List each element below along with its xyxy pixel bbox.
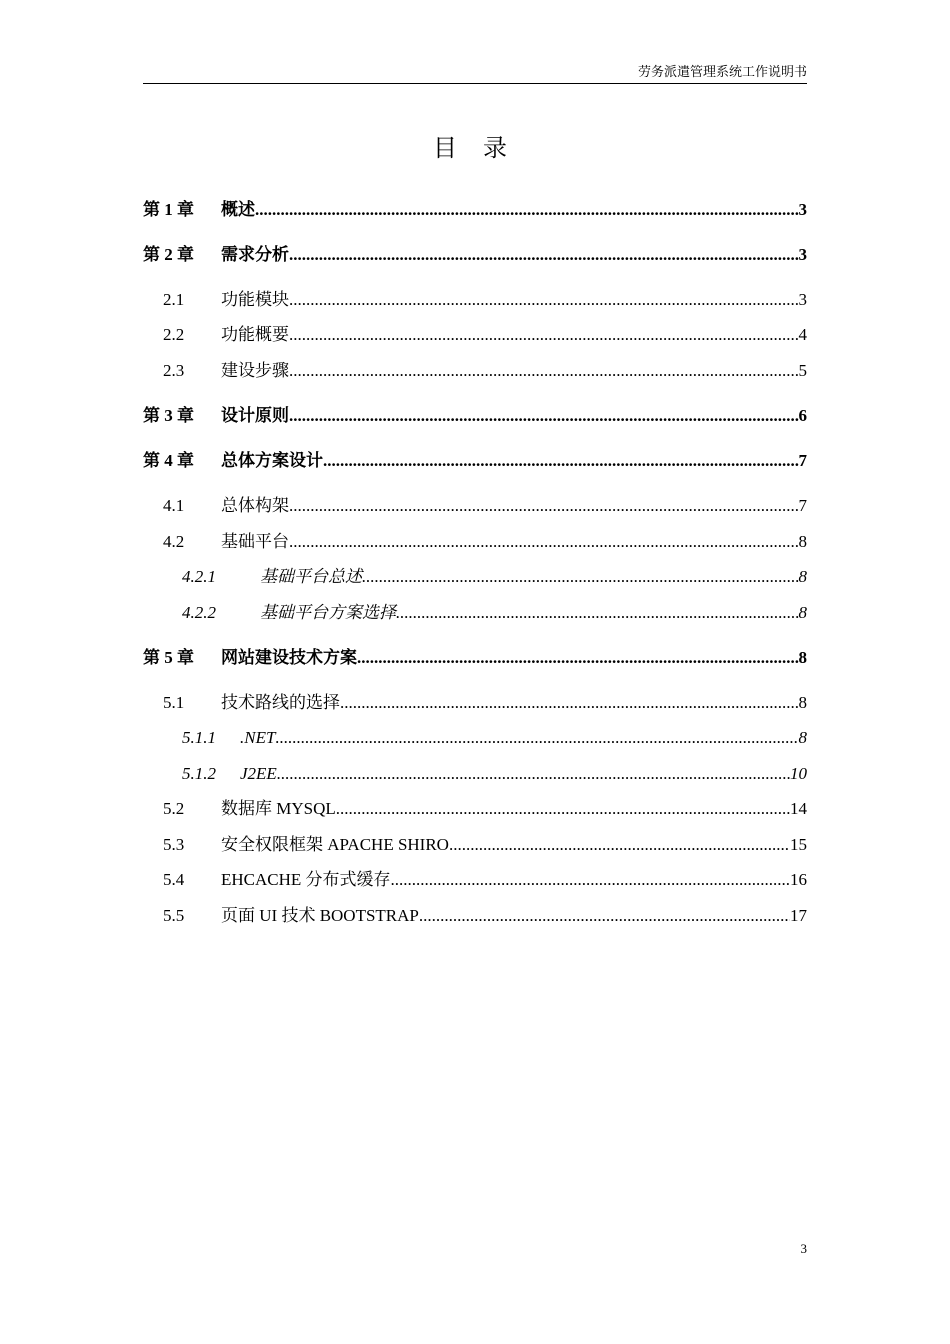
page-number: 3 [800, 1241, 807, 1256]
toc-entry-page: 15 [790, 835, 807, 854]
toc-entry-title: EHCACHE 分布式缓存 [221, 870, 391, 889]
toc-entry-title: 页面 UI 技术 BOOTSTRAP [221, 906, 419, 925]
toc-entry-title: 需求分析 [221, 245, 289, 264]
toc-entry-number: 5.1.1 [182, 728, 216, 747]
dot-leader [419, 903, 790, 929]
toc-entry[interactable] [143, 493, 807, 519]
toc-entry-number: 2.1 [163, 290, 185, 309]
toc-entry[interactable] [143, 197, 807, 223]
toc-entry[interactable] [143, 242, 807, 268]
toc-entry-page: 8 [798, 567, 807, 586]
toc-entry-number: 5.4 [163, 870, 185, 889]
toc-entry[interactable] [143, 796, 807, 822]
dot-leader [396, 600, 799, 626]
dot-leader [362, 564, 799, 590]
toc-entry[interactable] [143, 645, 807, 671]
toc-entry-page: 8 [798, 728, 807, 747]
toc-entry-number: 4.1 [163, 496, 185, 515]
header-rule [143, 83, 807, 84]
toc-entry-title: 概述 [221, 200, 255, 219]
toc-entry[interactable] [143, 903, 807, 929]
toc-entry-number: 第 2 章 [143, 245, 194, 264]
toc-entry[interactable] [143, 725, 807, 751]
toc-title: 目 录 [433, 136, 517, 162]
toc-entry-page: 14 [790, 799, 807, 818]
toc-entry-number: 第 3 章 [143, 406, 194, 425]
toc-entry-number: 4.2 [163, 532, 185, 551]
toc-entry-number: 2.3 [163, 361, 185, 380]
toc-entry-page: 8 [798, 532, 807, 551]
toc-entry-page: 3 [798, 245, 807, 264]
toc-entry-title: 建设步骤 [221, 361, 289, 380]
toc-entry-page: 10 [790, 764, 807, 783]
toc-entry-number: 5.3 [163, 835, 185, 854]
toc-entry-page: 7 [798, 451, 807, 470]
toc-entry-number: 5.2 [163, 799, 185, 818]
running-header: 劳务派遣管理系统工作说明书 [637, 64, 807, 79]
toc-entry-page: 6 [798, 406, 807, 425]
toc-entry-number: 5.1 [163, 693, 185, 712]
toc-entry-title: 设计原则 [221, 406, 289, 425]
toc-entry-title: 功能概要 [221, 325, 289, 344]
toc-entry-page: 16 [790, 870, 807, 889]
dot-leader [289, 403, 799, 429]
toc-entry-title: 网站建设技术方案 [221, 648, 357, 667]
toc-entry-number: 2.2 [163, 325, 185, 344]
toc-entry-title: 总体构架 [221, 496, 289, 515]
toc-entry-title: 基础平台总述 [260, 567, 362, 586]
toc-entry[interactable] [143, 322, 807, 348]
dot-leader [449, 832, 790, 858]
dot-leader [289, 358, 799, 384]
toc-entry-title: 数据库 MYSQL [221, 799, 336, 818]
dot-leader [255, 197, 799, 223]
toc-entry[interactable] [143, 448, 807, 474]
toc-entry[interactable] [143, 867, 807, 893]
toc-entry[interactable] [143, 358, 807, 384]
toc-entry-page: 8 [798, 693, 807, 712]
toc-entry[interactable] [143, 403, 807, 429]
toc-entry-number: 5.5 [163, 906, 185, 925]
dot-leader [275, 725, 798, 751]
toc-entry-page: 4 [798, 325, 807, 344]
dot-leader [289, 242, 799, 268]
dot-leader [391, 867, 790, 893]
toc-entry-page: 3 [798, 200, 807, 219]
toc-entry-number: 4.2.2 [182, 603, 216, 622]
dot-leader [277, 761, 790, 787]
toc-entry-page: 8 [798, 603, 807, 622]
dot-leader [289, 287, 799, 313]
dot-leader [289, 493, 799, 519]
toc-entry-number: 5.1.2 [182, 764, 216, 783]
toc-entry[interactable] [143, 564, 807, 590]
toc-entry[interactable] [143, 600, 807, 626]
toc-entry[interactable] [143, 529, 807, 555]
dot-leader [340, 690, 799, 716]
dot-leader [323, 448, 799, 474]
toc-entry[interactable] [143, 832, 807, 858]
toc-entry-title: 安全权限框架 APACHE SHIRO [221, 835, 449, 854]
toc-entry-page: 3 [798, 290, 807, 309]
toc-entry-title: 技术路线的选择 [221, 693, 340, 712]
toc-entry-page: 7 [798, 496, 807, 515]
toc-entry-number: 4.2.1 [182, 567, 216, 586]
toc-entry-page: 8 [798, 648, 807, 667]
toc-entry-number: 第 1 章 [143, 200, 194, 219]
toc-entry[interactable] [143, 287, 807, 313]
toc-entry-number: 第 5 章 [143, 648, 194, 667]
toc-entry-title: J2EE [240, 764, 277, 783]
toc-entry-page: 17 [790, 906, 807, 925]
toc-entry-number: 第 4 章 [143, 451, 194, 470]
dot-leader [289, 322, 799, 348]
dot-leader [357, 645, 799, 671]
toc-entry-page: 5 [798, 361, 807, 380]
toc-entry[interactable] [143, 690, 807, 716]
toc-entry-title: 总体方案设计 [221, 451, 323, 470]
dot-leader [289, 529, 799, 555]
toc-entry-title: 基础平台 [221, 532, 289, 551]
toc-entry[interactable] [143, 761, 807, 787]
toc-entry-title: 基础平台方案选择 [260, 603, 396, 622]
toc-entry-title: 功能模块 [221, 290, 289, 309]
toc-entry-title: .NET [240, 728, 276, 747]
dot-leader [336, 796, 790, 822]
